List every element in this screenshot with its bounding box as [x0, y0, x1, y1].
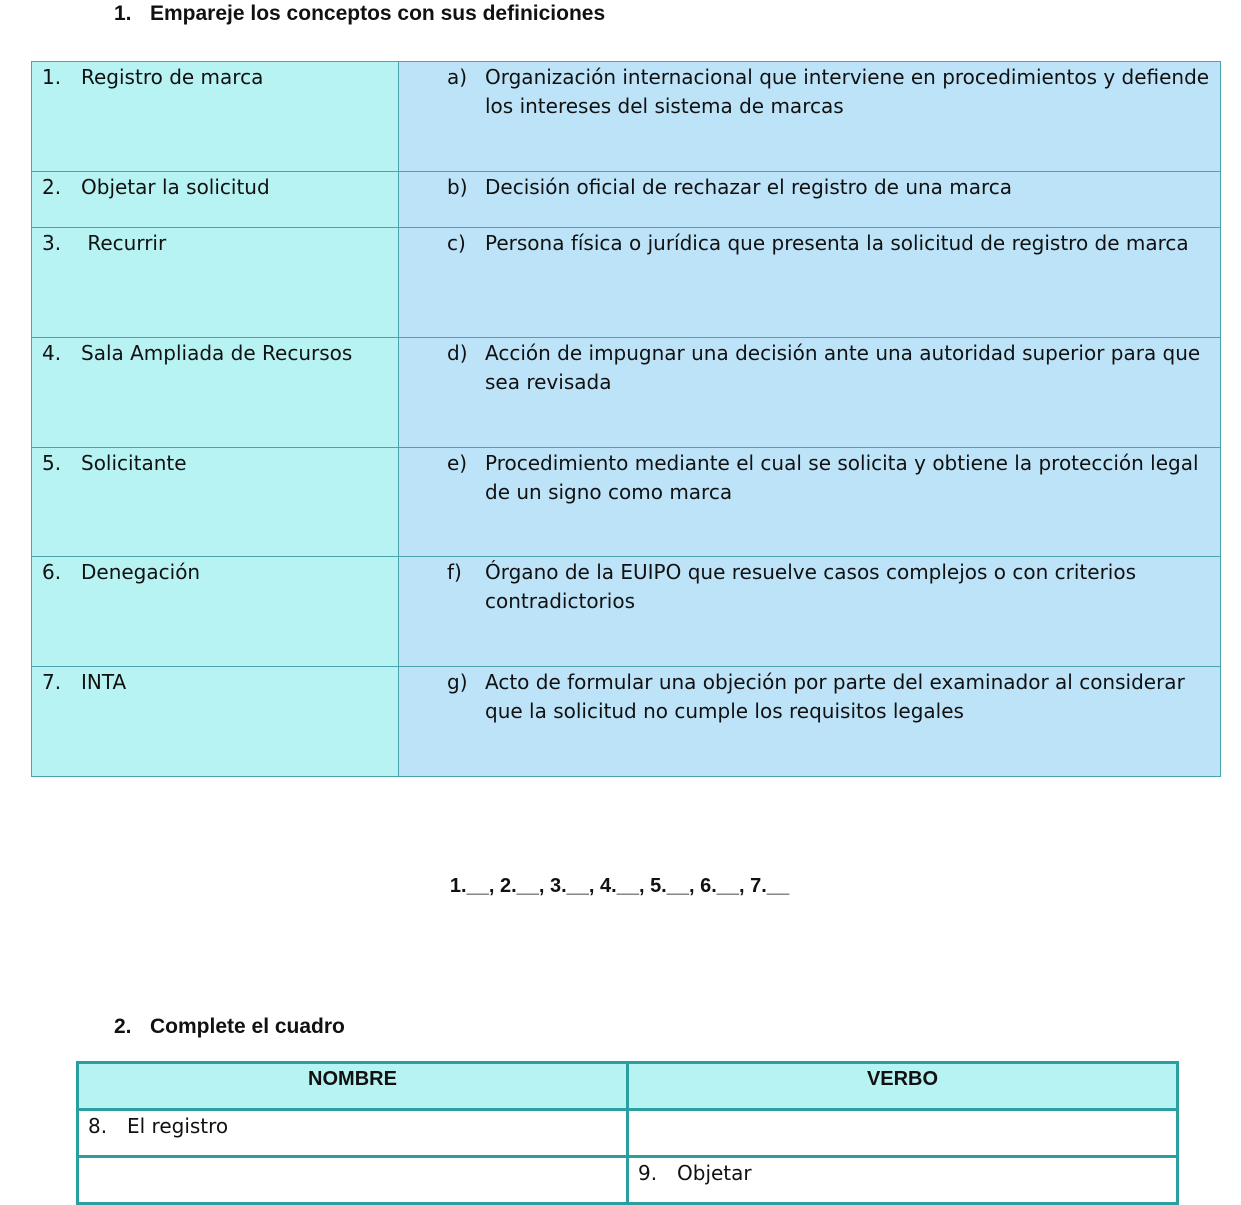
matching-row: [32, 172, 1221, 228]
definition-text: Acto de formular una objeción por parte del examinador al considerar que la solicitud no cumple los requisitos legales: [485, 670, 1185, 723]
header-verbo: VERBO: [628, 1063, 1178, 1110]
concept-number: 2.: [42, 175, 62, 199]
answer-blanks-line: [0, 872, 1241, 900]
definition-cell: [399, 228, 1221, 338]
concept-text: Objetar la solicitud: [81, 175, 270, 199]
verbo-number: 9.: [638, 1161, 658, 1185]
definition-cell: [399, 172, 1221, 228]
matching-row: [32, 667, 1221, 777]
section-1-heading: [114, 0, 605, 28]
concept-cell: [32, 172, 399, 228]
verbo-cell[interactable]: [628, 1157, 1178, 1204]
concept-number: 6.: [42, 560, 62, 584]
concept-text: Solicitante: [81, 451, 187, 475]
complete-table-header-row: [78, 1063, 1178, 1110]
verbo-text: Objetar: [677, 1161, 752, 1185]
definition-letter: b): [447, 175, 468, 199]
concept-number: 4.: [42, 341, 62, 365]
concept-number: 1.: [42, 65, 62, 89]
verbo-cell[interactable]: [628, 1110, 1178, 1157]
definition-letter: e): [447, 451, 468, 475]
definition-text: Órgano de la EUIPO que resuelve casos complejos o con criterios contradictorios: [485, 560, 1137, 613]
complete-table-row: [78, 1157, 1178, 1204]
definition-text: Decisión oficial de rechazar el registro de una marca: [485, 175, 1013, 199]
matching-row: [32, 448, 1221, 557]
nombre-cell[interactable]: [78, 1110, 628, 1157]
concept-cell: [32, 62, 399, 172]
nombre-text: El registro: [127, 1114, 229, 1138]
concept-cell: [32, 448, 399, 557]
concept-text: INTA: [81, 670, 127, 694]
concept-cell: [32, 228, 399, 338]
section-2-number: 2.: [114, 1015, 132, 1038]
concept-cell: [32, 338, 399, 448]
section-2-title: Complete el cuadro: [150, 1015, 345, 1038]
definition-cell: [399, 62, 1221, 172]
concept-number: 5.: [42, 451, 62, 475]
nombre-cell[interactable]: [78, 1157, 628, 1204]
matching-table: [31, 61, 1221, 777]
section-1-title: Empareje los conceptos con sus definiciones: [150, 2, 606, 25]
definition-text: Procedimiento mediante el cual se solicita y obtiene la protección legal de un signo como marca: [485, 451, 1199, 504]
section-1-number: 1.: [114, 2, 132, 25]
matching-row: [32, 557, 1221, 667]
definition-letter: d): [447, 341, 468, 365]
concept-text: Registro de marca: [81, 65, 264, 89]
complete-table-row: [78, 1110, 1178, 1157]
concept-cell: [32, 667, 399, 777]
definition-text: Organización internacional que interviene en procedimientos y defiende los intereses del sistema de marcas: [485, 65, 1210, 118]
concept-number: 7.: [42, 670, 62, 694]
definition-letter: c): [447, 231, 466, 255]
definition-cell: [399, 338, 1221, 448]
definition-letter: f): [447, 560, 462, 584]
answer-blanks-text: 1.__, 2.__, 3.__, 4.__, 5.__, 6.__, 7.__: [449, 875, 790, 897]
concept-text: Sala Ampliada de Recursos: [81, 341, 353, 365]
header-nombre: NOMBRE: [78, 1063, 628, 1110]
matching-row: [32, 228, 1221, 338]
matching-row: [32, 338, 1221, 448]
definition-text: Acción de impugnar una decisión ante una autoridad superior para que sea revisada: [485, 341, 1201, 394]
nombre-number: 8.: [88, 1114, 108, 1138]
definition-cell: [399, 557, 1221, 667]
concept-cell: [32, 557, 399, 667]
matching-row: [32, 62, 1221, 172]
concept-number: 3.: [42, 231, 62, 255]
definition-letter: a): [447, 65, 468, 89]
concept-text: Denegación: [81, 560, 201, 584]
definition-cell: [399, 667, 1221, 777]
concept-text: Recurrir: [81, 231, 167, 255]
complete-table: [76, 1061, 1179, 1205]
definition-text: Persona física o jurídica que presenta la solicitud de registro de marca: [485, 231, 1189, 255]
section-2-heading: [114, 1013, 345, 1041]
definition-letter: g): [447, 670, 468, 694]
definition-cell: [399, 448, 1221, 557]
